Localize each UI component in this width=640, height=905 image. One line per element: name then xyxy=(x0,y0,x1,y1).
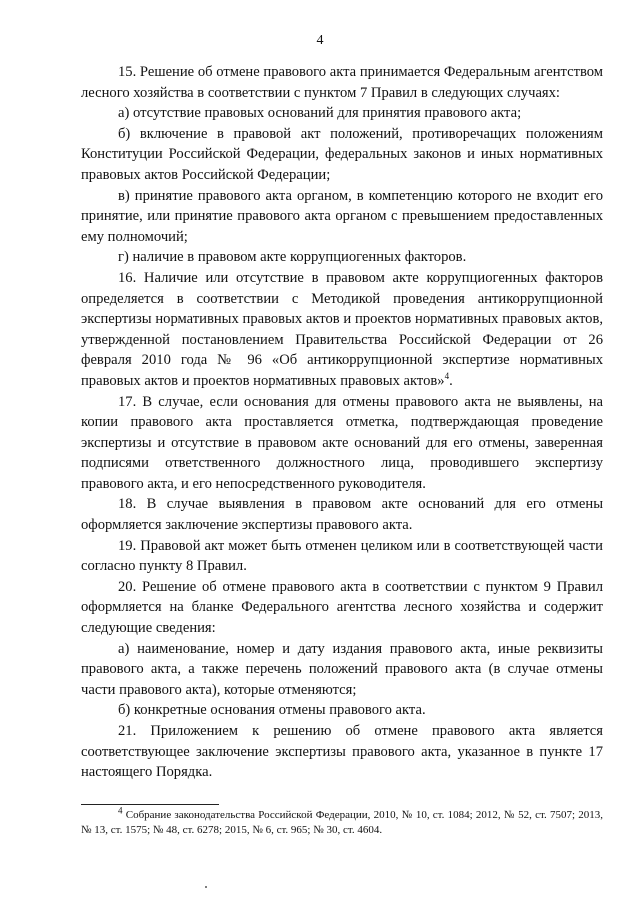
paragraph-18: 18. В случае выявления в правовом акте оснований для его отмены оформляется заключение экспертизы правового акта. xyxy=(81,496,603,534)
paragraph-16-end: . xyxy=(449,372,453,389)
paragraph-15: 15. Решение об отмене правового акта принимается Федеральным агентством лесного хозяйства в соответствии с пунктом 7 Правил в следующих случаях: xyxy=(81,64,603,101)
paragraph-21: 21. Приложением к решению об отмене правового акта является соответствующее заключение экспертизы правового акта, указанное в пункте 17 настоящего Порядка. xyxy=(81,723,603,781)
paragraph-15-b: б) включение в правовой акт положений, противоречащих положениям Конституции Российской Федерации, федеральных законов и иных нормативных правовых актов Российской Федерации; xyxy=(81,125,603,183)
paragraph-19: 19. Правовой акт может быть отменен целиком или в соответствующей части согласно пункту 8 Правил. xyxy=(81,537,603,575)
footnote-reference: 4 xyxy=(444,371,450,382)
footnote-paragraph xyxy=(81,805,603,838)
footnote xyxy=(81,805,603,838)
paragraph-16 xyxy=(81,268,603,392)
paragraph-17: 17. В случае, если основания для отмены правового акта не выявлены, на копии правового акта проставляется отметка, подтверждающая проведение экспертизы и отсутствие в правовом акте оснований для его отмены, заверенная подписями ответственного должностного лица, проводившего экспертизу правового акта, и его непосредственного руководителя. xyxy=(81,393,603,492)
paragraph-20-b: б) конкретные основания отмены правового акта. xyxy=(118,702,426,719)
paragraph-15-a: а) отсутствие правовых оснований для принятия правового акта; xyxy=(118,105,522,122)
footnote-marker: 4 xyxy=(118,805,123,816)
paragraph-16-text: 16. Наличие или отсутствие в правовом акте коррупциогенных факторов определяется в соответствии с Методикой проведения антикоррупционной экспертизы нормативных правовых актов и проектов нормативных правовых актов, утвержденной постановлением Правительства Российской Федерации от 26 февраля 2010 года № 96 «Об антикоррупционной экспертизе нормативных правовых актов и проектов нормативных правовых актов» xyxy=(81,269,603,389)
paragraph-20: 20. Решение об отмене правового акта в соответствии с пунктом 9 Правил оформляется на бланке Федерального агентства лесного хозяйства и содержит следующие сведения: xyxy=(81,578,603,637)
footnote-divider xyxy=(81,804,219,805)
paragraph-15-v: в) принятие правового акта органом, в компетенцию которого не входит его принятие, или принятие правового акта органом с превышением предоставленных ему полномочий; xyxy=(81,187,603,245)
paragraph-15-g: г) наличие в правовом акте коррупциогенных факторов. xyxy=(118,249,467,266)
footnote-text: Собрание законодательства Российской Федерации, 2010, № 10, ст. 1084; 2012, № 52, ст. 7507; 2013, № 13, ст. 1575; № 48, ст. 6278; 2015, № 6, ст. 965; № 30, ст. 4604. xyxy=(81,809,603,836)
page-number: 4 xyxy=(316,33,324,48)
scan-speck xyxy=(205,886,207,888)
document-body xyxy=(81,62,603,783)
paragraph-20-a: а) наименование, номер и дату издания правового акта, иные реквизиты правового акта, а также перечень положений правового акта (в случае отмены части правового акта), которые отменяются; xyxy=(81,640,603,698)
